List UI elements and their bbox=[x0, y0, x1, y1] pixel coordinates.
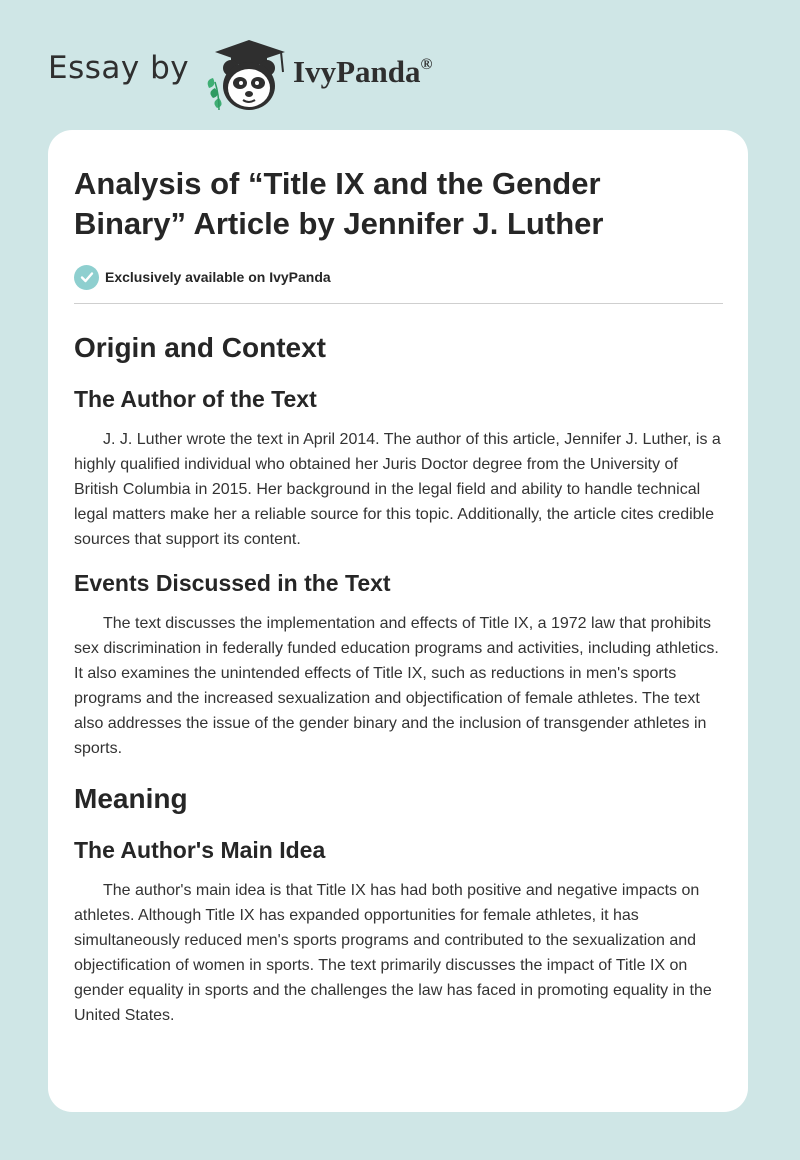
article-title: Analysis of “Title IX and the Gender Binary” Article by Jennifer J. Luther bbox=[74, 166, 604, 241]
brand-name[interactable] bbox=[293, 54, 432, 90]
article-body bbox=[74, 310, 726, 1028]
panda-logo-icon[interactable] bbox=[203, 38, 291, 114]
site-header bbox=[48, 30, 508, 110]
title-divider bbox=[74, 303, 723, 304]
registered-mark: ® bbox=[420, 56, 433, 73]
essay-by-label: Essay by bbox=[48, 50, 190, 86]
exclusive-badge-text: Exclusively available on IvyPanda bbox=[105, 269, 331, 285]
paragraph: The text discusses the implementation and effects of Title IX, a 1972 law that prohibits sex discrimination in federally funded education programs and activities, including athletics. It also examines the unintended effects of Title IX, such as reductions in men's sports programs and the increased sexualization and objectification of female athletes. The text also addresses the issue of the gender binary and the inclusion of transgender athletes in sports. bbox=[74, 615, 719, 757]
section-heading: Meaning bbox=[74, 783, 188, 814]
subsection-heading: The Author's Main Idea bbox=[74, 837, 326, 863]
article-card bbox=[48, 130, 748, 1112]
subsection-heading: The Author of the Text bbox=[74, 386, 317, 412]
checkmark-icon bbox=[74, 265, 99, 290]
section-heading: Origin and Context bbox=[74, 332, 326, 363]
paragraph: J. J. Luther wrote the text in April 2014. The author of this article, Jennifer J. Luther, is a highly qualified individual who obtained her Juris Doctor degree from the University of British Columbia in 2015. Her background in the legal field and ability to handle technical legal matters make her a reliable source for this topic. Additionally, the article cites credible sources that support its content. bbox=[74, 431, 721, 548]
brand-name-text: IvyPanda bbox=[293, 54, 421, 89]
exclusive-badge bbox=[74, 264, 331, 290]
subsection-heading: Events Discussed in the Text bbox=[74, 570, 391, 596]
paragraph: The author's main idea is that Title IX has had both positive and negative impacts on athletes. Although Title IX has expanded opportunities for female athletes, it has simultaneously reduced men's sports programs and contributed to the sexualization and objectification of women in sports. The text primarily discusses the impact of Title IX on gender equality in sports and the challenges the law has faced in promoting equality in the United States. bbox=[74, 882, 712, 1024]
